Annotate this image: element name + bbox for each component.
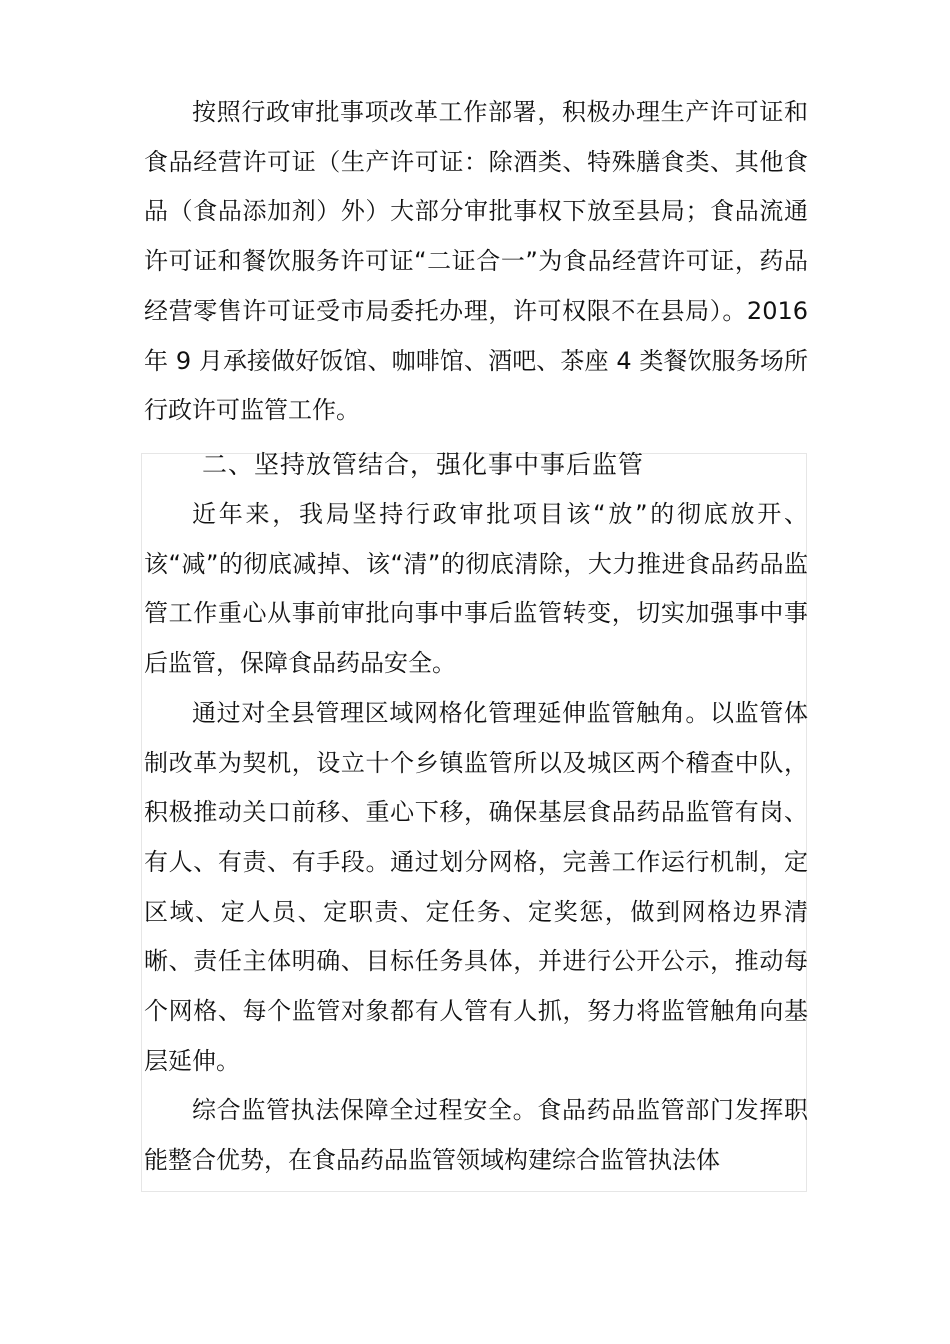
paragraph-comprehensive-enforcement: 综合监管执法保障全过程安全。食品药品监管部门发挥职能整合优势，在食品药品监管领域构建综合监管执法体 [144,1096,808,1175]
text-block-bottom [144,490,808,1186]
paragraph-grid-management: 通过对全县管理区域网格化管理延伸监管触角。以监管体制改革为契机，设立十个乡镇监管所以及城区两个稽查中队，积极推动关口前移、重心下移，确保基层食品药品监管有岗、有人、有责、有手段。通过划分网格，完善工作运行机制，定区域、定人员、定职责、定任务、定奖惩，做到网格边界清晰、责任主体明确、目标任务具体，并进行公开公示，推动每个网格、每个监管对象都有人管有人抓，努力将监管触角向基层延伸。 [144,698,808,1075]
text-block-top [144,88,808,436]
section-heading-2: 二、坚持放管结合，强化事中事后监管 [202,450,645,479]
paragraph-licensing-reform: 按照行政审批事项改革工作部署，积极办理生产许可证和食品经营许可证（生产许可证：除酒类、特殊膳食类、其他食品（食品添加剂）外）大部分审批事权下放至县局；食品流通许可证和餐饮服务许可证“二证合一”为食品经营许可证，药品经营零售许可证受市局委托办理，许可权限不在县局）。2016 年 9 月承接做好饭馆、咖啡馆、酒吧、茶座 4 类餐饮服务场所行政许可监管工作。 [144,98,808,425]
paragraph-supervision-shift: 近年来，我局坚持行政审批项目该“放”的彻底放开、该“减”的彻底减掉、该“清”的彻底清除，大力推进食品药品监管工作重心从事前审批向事中事后监管转变，切实加强事中事后监管，保障食品药品安全。 [144,500,808,678]
